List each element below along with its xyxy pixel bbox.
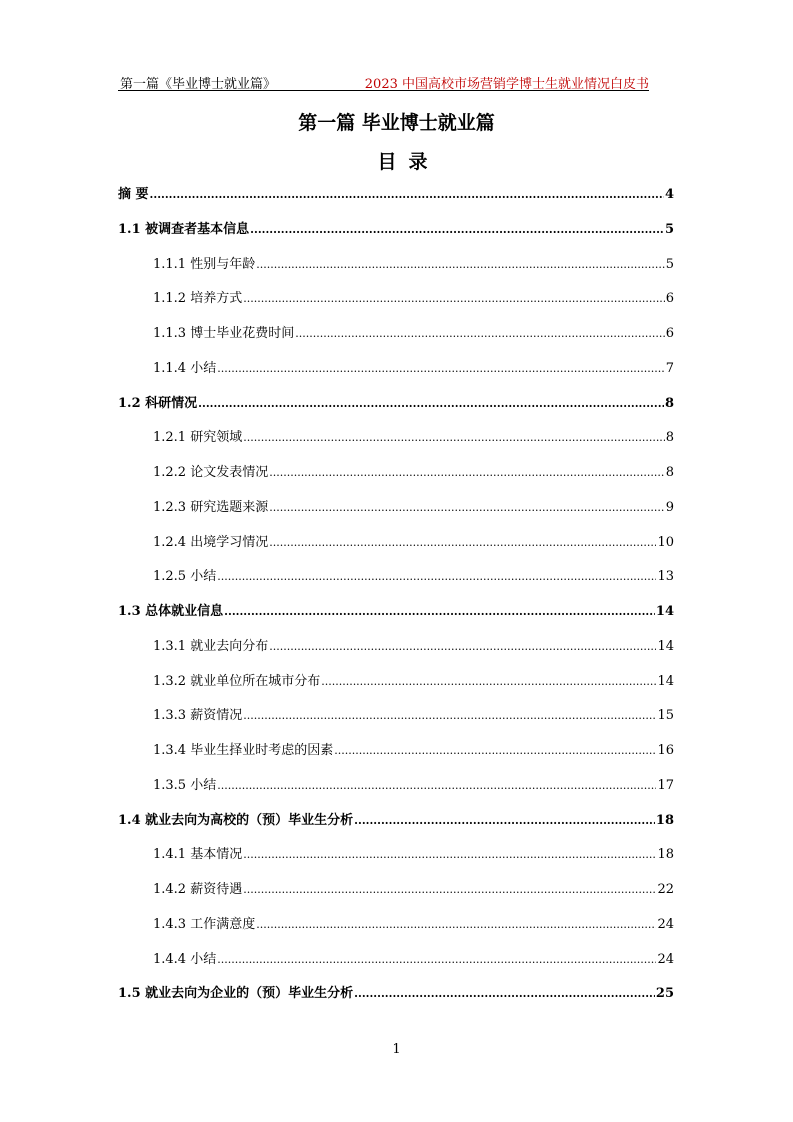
toc-entry-page: 8 <box>665 430 674 446</box>
toc-entry-label: 1.4.1 基本情况 <box>153 847 243 863</box>
toc-heading: 目录 <box>377 151 440 173</box>
toc-entry-page: 9 <box>665 499 674 515</box>
toc-entry-label: 1.2.3 研究选题来源 <box>153 499 269 515</box>
toc-entry-label: 1.4 就业去向为高校的（预）毕业生分析 <box>118 812 354 828</box>
toc-leader-dots <box>321 673 656 691</box>
page-title: 第一篇 毕业博士就业篇 <box>298 112 495 134</box>
toc-entry[interactable] <box>153 360 674 378</box>
toc-entry-page: 8 <box>665 465 674 480</box>
toc-entry-label: 1.2.5 小结 <box>153 569 217 585</box>
toc-entry-label: 1.3.5 小结 <box>153 777 217 793</box>
toc-leader-dots <box>269 638 656 656</box>
toc-leader-dots <box>198 395 664 413</box>
toc-entry-page: 10 <box>657 534 674 550</box>
toc-entry-page: 14 <box>655 604 674 619</box>
toc-leader-dots <box>269 534 656 552</box>
toc-entry[interactable] <box>153 638 674 656</box>
toc-leader-dots <box>217 568 656 586</box>
toc-entry-label: 1.3 总体就业信息 <box>118 604 224 619</box>
toc-entry[interactable] <box>153 846 674 864</box>
page-number: 1 <box>392 1042 401 1057</box>
toc-entry-label: 1.2.2 论文发表情况 <box>153 465 269 480</box>
toc-entry[interactable] <box>118 812 674 830</box>
toc-entry[interactable] <box>153 256 674 274</box>
toc-entry-page: 14 <box>657 638 674 654</box>
toc-entry-label: 1.4.4 小结 <box>153 951 217 967</box>
toc-leader-dots <box>256 256 665 274</box>
running-header-left: 第一篇《毕业博士就业篇》 <box>120 77 277 92</box>
toc-entry-label: 1.3.4 毕业生择业时考虑的因素 <box>153 743 334 758</box>
toc-entry[interactable] <box>153 673 674 691</box>
toc-entry-page: 8 <box>664 395 674 411</box>
toc-leader-dots <box>243 429 665 447</box>
toc-entry[interactable] <box>118 985 674 1003</box>
toc-entry-page: 14 <box>657 673 674 689</box>
toc-entry[interactable] <box>153 499 674 517</box>
toc-entry-label: 1.4.2 薪资待遇 <box>153 882 243 897</box>
toc-entry-label: 摘 要 <box>118 187 149 202</box>
toc-entry[interactable] <box>153 881 674 899</box>
toc-entry-page: 5 <box>665 256 674 272</box>
toc-entry-page: 16 <box>657 743 674 758</box>
toc-entry[interactable] <box>153 707 674 725</box>
toc-entry-label: 1.2.4 出境学习情况 <box>153 534 269 550</box>
toc-entry-label: 1.1 被调查者基本信息 <box>118 221 250 237</box>
toc-leader-dots <box>269 464 665 482</box>
toc-entry-page: 7 <box>665 360 674 376</box>
toc-leader-dots <box>217 777 656 795</box>
toc-leader-dots <box>224 603 655 621</box>
toc-entry[interactable] <box>153 429 674 447</box>
toc-entry-page: 6 <box>665 326 674 341</box>
toc-entry-page: 4 <box>664 187 674 202</box>
toc-leader-dots <box>354 985 655 1003</box>
toc-entry[interactable] <box>153 777 674 795</box>
toc-entry[interactable] <box>153 290 674 308</box>
toc-leader-dots <box>217 360 665 378</box>
toc-leader-dots <box>243 881 656 899</box>
toc-entry[interactable] <box>118 186 674 204</box>
toc-leader-dots <box>250 221 664 239</box>
toc-entry-label: 1.1.4 小结 <box>153 360 217 376</box>
running-header-right: 2023 中国高校市场营销学博士生就业情况白皮书 <box>364 77 649 92</box>
toc-entry-label: 1.4.3 工作满意度 <box>153 916 256 932</box>
toc-entry[interactable] <box>153 568 674 586</box>
toc-entry-page: 24 <box>657 916 674 932</box>
toc-entry-page: 15 <box>657 708 674 724</box>
toc-leader-dots <box>269 499 665 517</box>
toc-entry[interactable] <box>118 221 674 239</box>
toc-entry-page: 5 <box>664 221 674 237</box>
toc-entry-page: 6 <box>665 291 674 307</box>
toc-leader-dots <box>256 916 656 934</box>
toc-entry-label: 1.3.1 就业去向分布 <box>153 638 269 654</box>
toc-entry-label: 1.5 就业去向为企业的（预）毕业生分析 <box>118 986 354 1002</box>
toc-entry-page: 18 <box>655 812 674 828</box>
toc-entry-label: 1.1.2 培养方式 <box>153 291 243 307</box>
toc-entry[interactable] <box>118 603 674 621</box>
toc-entry[interactable] <box>118 395 674 413</box>
toc-entry-page: 18 <box>657 847 674 863</box>
toc-entry-page: 25 <box>655 986 674 1002</box>
toc-entry-page: 17 <box>657 777 674 793</box>
toc-leader-dots <box>150 186 664 204</box>
toc-entry[interactable] <box>153 742 674 760</box>
toc-leader-dots <box>334 742 656 760</box>
toc-entry-page: 24 <box>657 951 674 967</box>
toc-entry-label: 1.3.2 就业单位所在城市分布 <box>153 673 321 689</box>
toc-leader-dots <box>295 325 665 343</box>
toc-entry-label: 1.3.3 薪资情况 <box>153 708 243 724</box>
toc-leader-dots <box>243 846 656 864</box>
toc-entry-label: 1.2.1 研究领域 <box>153 430 243 446</box>
toc-leader-dots <box>354 812 655 830</box>
toc-entry-page: 22 <box>657 882 674 897</box>
toc-entry-label: 1.1.3 博士毕业花费时间 <box>153 326 295 341</box>
toc-entry[interactable] <box>153 951 674 969</box>
toc-entry[interactable] <box>153 534 674 552</box>
toc-leader-dots <box>217 951 656 969</box>
toc-entry[interactable] <box>153 464 674 482</box>
toc-entry[interactable] <box>153 916 674 934</box>
toc-entry-label: 1.2 科研情况 <box>118 395 198 411</box>
toc-leader-dots <box>243 707 656 725</box>
toc-entry-label: 1.1.1 性别与年龄 <box>153 256 256 272</box>
toc-entry[interactable] <box>153 325 674 343</box>
toc-entry-page: 13 <box>657 569 674 585</box>
toc-leader-dots <box>243 290 665 308</box>
